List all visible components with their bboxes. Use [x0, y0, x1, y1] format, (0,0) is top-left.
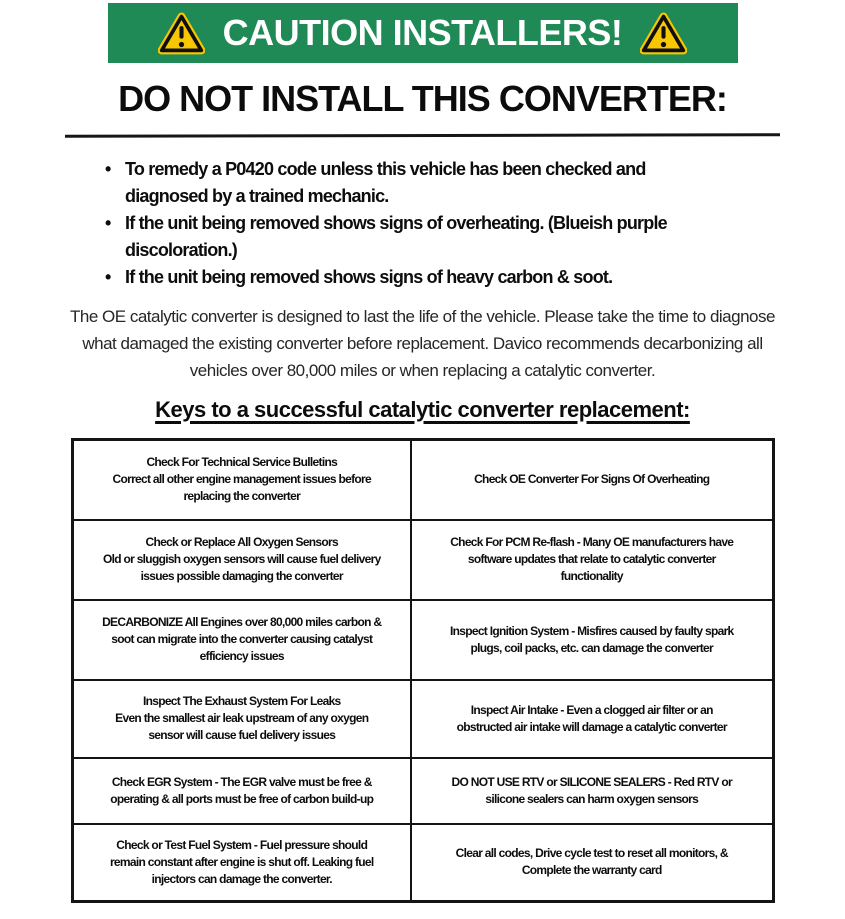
keys-table-cell: Inspect The Exhaust System For Leaks Even the smallest air leak upstream of any oxygen sensor will cause fuel delivery issues	[72, 680, 411, 758]
keys-heading: Keys to a successful catalytic converter replacement:	[155, 397, 690, 422]
table-row	[72, 520, 773, 600]
keys-table	[71, 438, 775, 903]
caution-banner	[108, 3, 738, 63]
intro-paragraph-line: The OE catalytic converter is designed to last the life of the vehicle. Please take the time to diagnose	[70, 307, 775, 326]
warning-bullet: • To remedy a P0420 code unless this vehicle has been checked and diagnosed by a trained mechanic.	[95, 156, 750, 210]
table-row	[72, 824, 773, 902]
keys-table-cell: DO NOT USE RTV or SILICONE SEALERS - Red RTV or silicone sealers can harm oxygen sensors	[411, 758, 773, 824]
keys-table-cell: Check OE Converter For Signs Of Overheating	[411, 440, 773, 520]
table-row	[72, 680, 773, 758]
keys-table-cell: Check or Test Fuel System - Fuel pressure should remain constant after engine is shut off. Leaking fuel injectors can damage the converter.	[72, 824, 411, 902]
keys-table-cell: Clear all codes, Drive cycle test to reset all monitors, & Complete the warranty card	[411, 824, 773, 902]
warning-triangle-icon	[640, 12, 687, 55]
divider-line	[65, 133, 780, 137]
intro-paragraph-line: what damaged the existing converter before replacement. Davico recommends decarbonizing all	[82, 334, 763, 353]
warning-triangle-icon	[158, 12, 205, 55]
caution-banner-label: CAUTION INSTALLERS!	[222, 12, 623, 53]
keys-table-cell: Check For Technical Service Bulletins Correct all other engine management issues before replacing the converter	[72, 440, 411, 520]
keys-table-cell: Inspect Ignition System - Misfires caused by faulty spark plugs, coil packs, etc. can damage the converter	[411, 600, 773, 680]
keys-table-cell: Check EGR System - The EGR valve must be free & operating & all ports must be free of carbon build-up	[72, 758, 411, 824]
warning-bullet: • If the unit being removed shows signs of overheating. (Blueish purple discoloration.)	[95, 210, 750, 264]
keys-table-cell: DECARBONIZE All Engines over 80,000 miles carbon & soot can migrate into the converter causing catalyst efficiency issues	[72, 600, 411, 680]
keys-table-cell: Check or Replace All Oxygen Sensors Old or sluggish oxygen sensors will cause fuel delivery issues possible damaging the converter	[72, 520, 411, 600]
table-row	[72, 440, 773, 520]
keys-table-cell: Check For PCM Re-flash - Many OE manufacturers have software updates that relate to catalytic converter functionality	[411, 520, 773, 600]
warning-bullet: • If the unit being removed shows signs of heavy carbon & soot.	[95, 264, 750, 291]
warning-bullet-list	[95, 156, 750, 291]
intro-paragraph	[0, 303, 845, 384]
keys-table-cell: Inspect Air Intake - Even a clogged air filter or an obstructed air intake will damage a catalytic converter	[411, 680, 773, 758]
table-row	[72, 758, 773, 824]
main-heading: DO NOT INSTALL THIS CONVERTER:	[118, 78, 727, 119]
intro-paragraph-line: vehicles over 80,000 miles or when replacing a catalytic converter.	[189, 361, 656, 380]
keys-table-body	[72, 440, 773, 902]
table-row	[72, 600, 773, 680]
